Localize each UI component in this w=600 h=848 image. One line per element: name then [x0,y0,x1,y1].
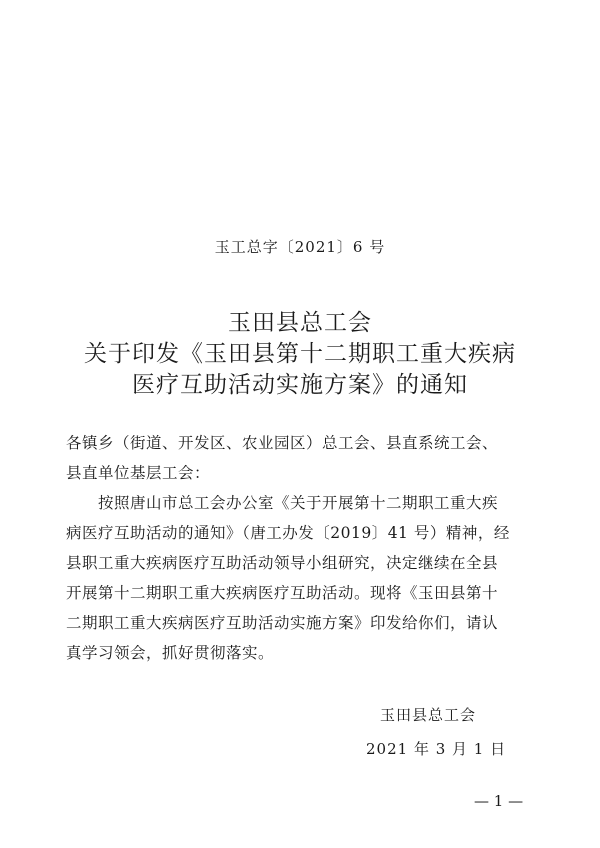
body-line: 县职工重大疾病医疗互助活动领导小组研究，决定继续在全县 [66,554,499,572]
title-line-subject: 关于印发《玉田县第十二期职工重大疾病 [84,341,516,367]
body-line: 开展第十二期职工重大疾病医疗互助活动。现将《玉田县第十 [66,584,499,602]
body-paragraph [66,488,536,668]
title-line-issuer: 玉田县总工会 [228,310,372,336]
body-line: 真学习领会，抓好贯彻落实。 [66,644,275,662]
salutation-line: 县直单位基层工会： [66,464,211,482]
issue-date: 2021 年 3 月 1 日 [366,740,507,758]
body-line: 二期职工重大疾病医疗互助活动实施方案》印发给你们，请认 [66,614,499,632]
document-number: 玉工总字〔2021〕6 号 [214,238,386,256]
page-number: — 1 — [474,792,524,810]
signature-organization: 玉田县总工会 [380,706,477,724]
document-title [0,308,600,401]
title-line-subject-cont: 医疗互助活动实施方案》的通知 [132,372,468,398]
body-line: 按照唐山市总工会办公室《关于开展第十二期职工重大疾 [98,494,499,512]
salutation-line: 各镇乡（街道、开发区、农业园区）总工会、县直系统工会、 [66,434,499,452]
salutation [66,428,536,488]
body-line: 病医疗互助活动的通知》（唐工办发〔2019〕41 号）精神，经 [66,524,510,542]
